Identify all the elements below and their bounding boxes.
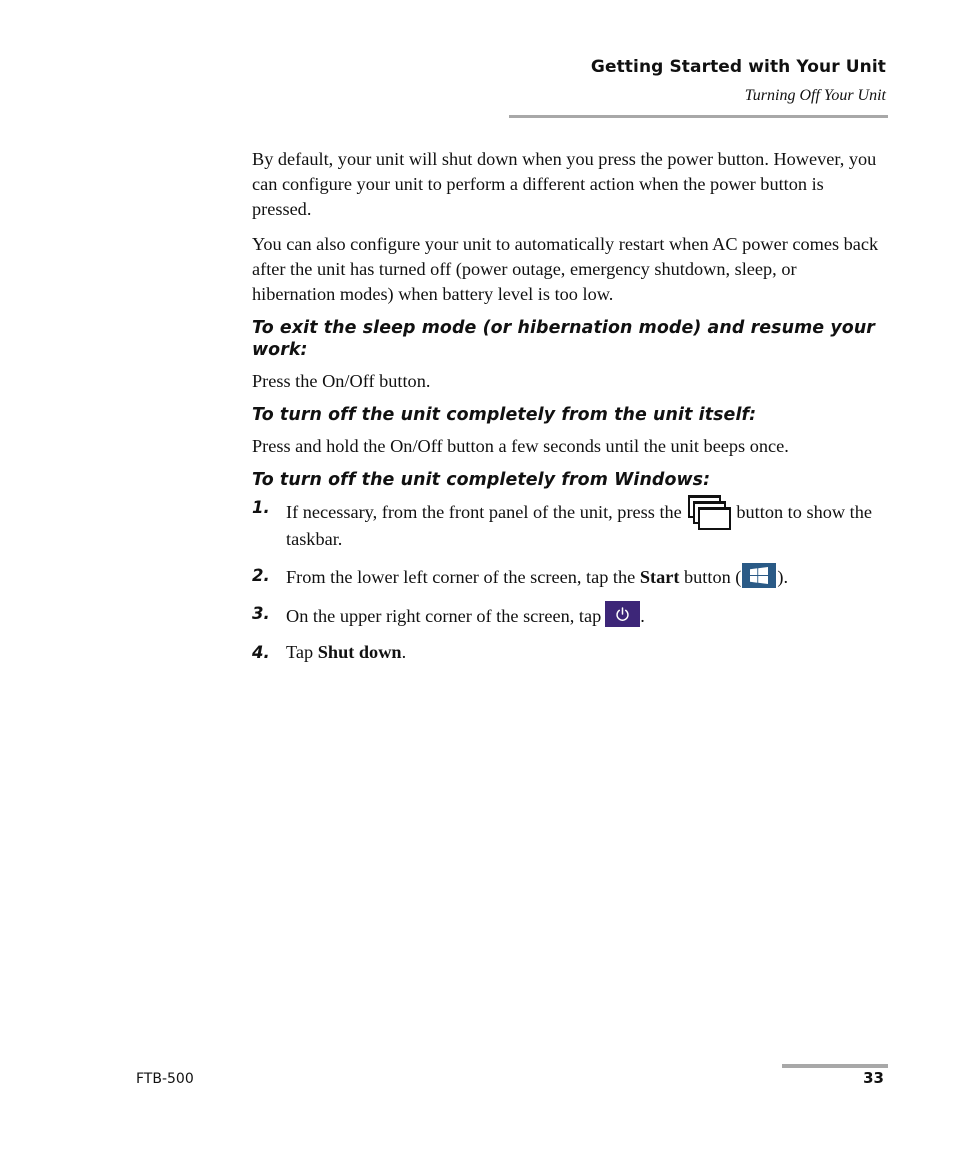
step-text-middle: button ( — [684, 567, 742, 587]
step-3 — [252, 601, 882, 629]
step-text: From the lower left corner of the screen, tap the — [286, 567, 636, 587]
window-switch-icon — [688, 495, 732, 527]
section-title: Turning Off Your Unit — [744, 87, 886, 104]
page-body — [252, 147, 882, 676]
unit-procedure-heading: To turn off the unit completely from the unit itself: — [252, 405, 757, 425]
sleep-procedure-heading: To exit the sleep mode (or hibernation mode) and resume your work: — [252, 318, 875, 360]
power-icon — [605, 601, 640, 627]
step-4 — [252, 640, 882, 665]
step-text-after: . — [640, 606, 645, 626]
step-number: 3. — [252, 604, 270, 623]
step-text: Tap — [286, 642, 314, 662]
footer-rule — [782, 1064, 888, 1068]
page-number: 33 — [863, 1069, 884, 1087]
chapter-title: Getting Started with Your Unit — [590, 57, 886, 77]
step-text-after: . — [401, 642, 407, 662]
windows-start-icon — [742, 563, 776, 588]
step-text-after: ). — [777, 567, 789, 587]
step-1 — [252, 495, 882, 552]
step-number: 1. — [252, 498, 270, 517]
restart-paragraph: You can also configure your unit to automatically restart when AC power comes back after the unit has turned off (power outage, emergency shutdown, sleep, or hibernation modes) when battery level is too low. — [252, 234, 879, 304]
step-2 — [252, 563, 882, 590]
step-number: 4. — [252, 643, 270, 662]
intro-paragraph: By default, your unit will shut down when you press the power button. However, you can configure your unit to perform a different action when the power button is pressed. — [252, 149, 877, 219]
step-text-after: button to show the taskbar. — [286, 502, 872, 549]
header-rule — [509, 115, 888, 118]
product-name: FTB-500 — [136, 1071, 194, 1087]
step-text: If necessary, from the front panel of the unit, press the — [286, 502, 682, 522]
step-number: 2. — [252, 566, 270, 585]
sleep-procedure-text: Press the On/Off button. — [252, 371, 431, 391]
step-text: On the upper right corner of the screen, tap — [286, 606, 602, 626]
start-label: Start — [639, 567, 680, 587]
windows-procedure-heading: To turn off the unit completely from Windows: — [252, 470, 711, 490]
unit-procedure-text: Press and hold the On/Off button a few seconds until the unit beeps once. — [252, 436, 789, 456]
shut-down-label: Shut down — [317, 642, 402, 662]
